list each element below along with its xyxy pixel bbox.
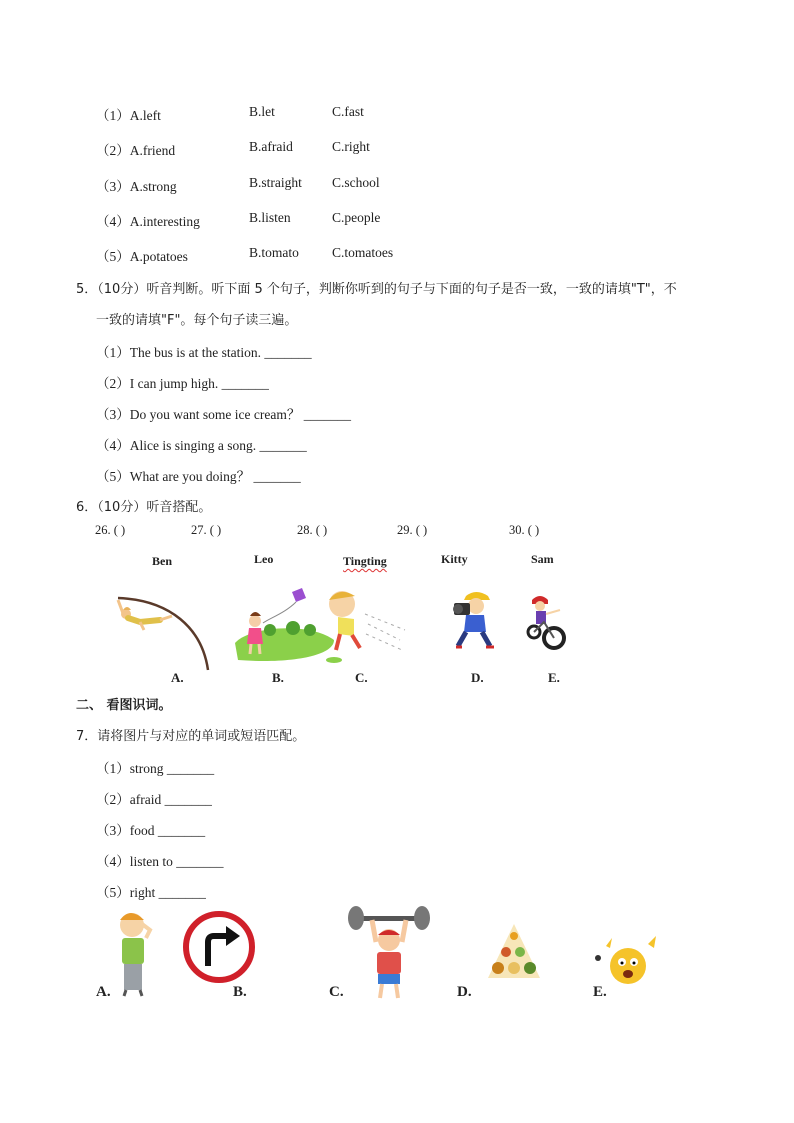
option-b: B.afraid	[249, 139, 293, 154]
name-leo: Leo	[254, 552, 274, 566]
listening-boy-icon	[112, 910, 158, 998]
option-a: A.friend	[129, 143, 176, 158]
letter-b: B.	[272, 670, 284, 685]
q4-row-5	[96, 245, 188, 265]
q7-letter-a: A.	[96, 984, 111, 1000]
q7-title: 7．请将图片与对应的单词或短语匹配。	[76, 729, 306, 744]
name-tingting: Tingting	[343, 554, 387, 568]
q7-letter-c: C.	[329, 984, 344, 1000]
option-a: A.interesting	[129, 214, 200, 229]
letter-a: A.	[171, 670, 184, 685]
q7-item-1: （1）strong _______	[96, 761, 215, 776]
q4-row-1	[96, 104, 161, 124]
q7-item-2: （2）afraid _______	[96, 792, 212, 807]
q6-title: 6．（10分）听音搭配。	[76, 500, 212, 515]
q4-row-3	[96, 175, 177, 195]
weightlifter-icon	[346, 908, 432, 1002]
letter-d: D.	[471, 670, 484, 685]
photographer-icon	[448, 590, 498, 652]
letter-c: C.	[355, 670, 368, 685]
running-boy-icon	[320, 586, 412, 666]
option-b: B.tomato	[249, 245, 299, 260]
q7-letter-e: E.	[593, 984, 607, 1000]
q7-item-4: （4）listen to _______	[96, 854, 224, 869]
food-pyramid-icon	[484, 922, 544, 982]
pole-vault-icon	[110, 590, 215, 675]
q6-blank-27: 27. ( )	[191, 523, 222, 537]
option-c: C.tomatoes	[332, 245, 394, 260]
q5-item-5: （5）What are you doing？ _______	[96, 469, 301, 484]
cyclist-icon	[524, 592, 566, 652]
row-number: （3）	[96, 179, 130, 194]
scared-face-icon	[590, 932, 662, 988]
q6-blank-28: 28. ( )	[297, 523, 328, 537]
q6-blank-29: 29. ( )	[397, 523, 428, 537]
option-c: C.fast	[332, 104, 364, 119]
letter-e: E.	[548, 670, 560, 685]
row-number: （2）	[96, 143, 130, 158]
q5-item-4: （4）Alice is singing a song. _______	[96, 438, 307, 453]
option-c: C.right	[332, 139, 370, 154]
q5-item-3: （3）Do you want some ice cream？ _______	[96, 407, 351, 422]
q7-letter-b: B.	[233, 984, 247, 1000]
name-ben: Ben	[152, 554, 173, 568]
q7-letter-d: D.	[457, 984, 472, 1000]
section-two-heading: 二、 看图识词。	[76, 698, 172, 713]
option-b: B.listen	[249, 210, 291, 225]
q6-blank-26: 26. ( )	[95, 523, 126, 537]
option-a: A.left	[129, 108, 161, 123]
option-a: A.potatoes	[129, 249, 188, 264]
name-kitty: Kitty	[441, 552, 468, 566]
option-c: C.people	[332, 210, 381, 225]
q7-item-3: （3）food _______	[96, 823, 206, 838]
q6-blank-30: 30. ( )	[509, 523, 540, 537]
q5-item-2: （2）I can jump high. _______	[96, 376, 269, 391]
q7-item-5: （5）right _______	[96, 885, 206, 900]
option-c: C.school	[332, 175, 380, 190]
q5-item-1: （1）The bus is at the station. _______	[96, 345, 312, 360]
row-number: （5）	[96, 249, 130, 264]
option-b: B.straight	[249, 175, 302, 190]
name-sam: Sam	[531, 552, 554, 566]
option-b: B.let	[249, 104, 275, 119]
row-number: （4）	[96, 214, 130, 229]
row-number: （1）	[96, 108, 130, 123]
turn-right-sign-icon	[182, 910, 257, 985]
option-a: A.strong	[129, 179, 177, 194]
q5-instruction-line2: 一致的请填"F"。每个句子读三遍。	[96, 313, 298, 328]
q4-row-4	[96, 210, 200, 230]
q5-instruction-line1: 5．（10分）听音判断。听下面 5 个句子，判断你听到的句子与下面的句子是否一致，一致的请填"T"，不	[76, 282, 677, 297]
q4-row-2	[96, 139, 175, 159]
